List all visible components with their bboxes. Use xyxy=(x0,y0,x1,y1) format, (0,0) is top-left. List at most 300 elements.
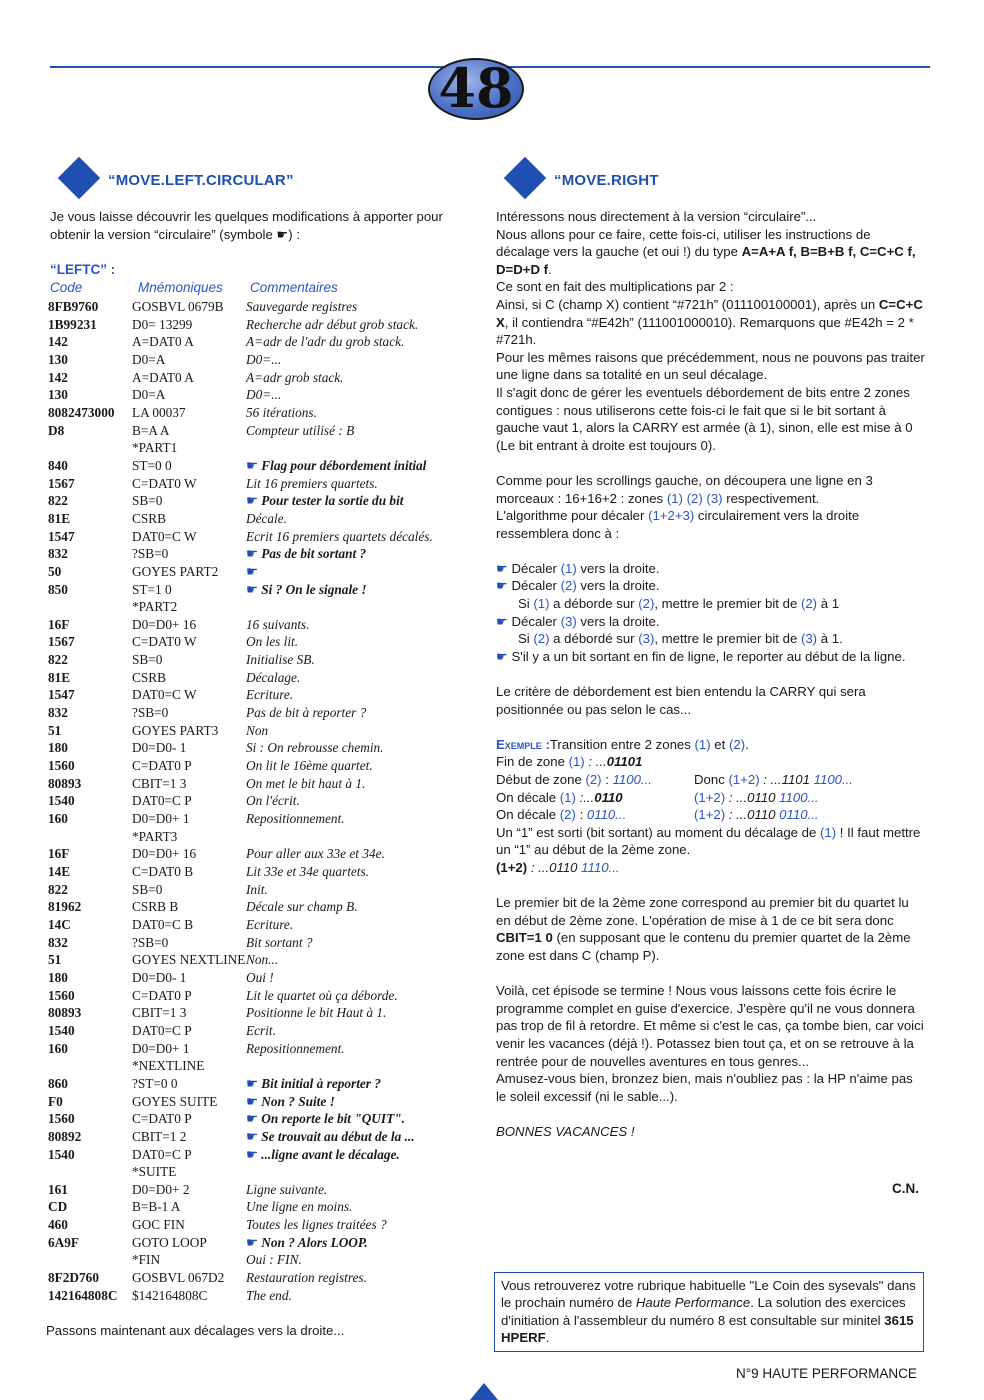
comment-cell xyxy=(246,757,433,775)
mnemonic-cell: CBIT=1 3 xyxy=(132,775,187,791)
mnemonic-cell: LA 00037 xyxy=(132,404,186,420)
diamond-bullet-icon xyxy=(504,157,546,199)
mnemonic-cell: GOSBVL 0679B xyxy=(132,299,224,314)
code-row xyxy=(48,369,433,387)
comment-cell xyxy=(246,369,433,387)
code-row xyxy=(48,422,433,440)
code-row xyxy=(48,951,433,969)
comment-cell xyxy=(246,1128,433,1146)
comment-cell xyxy=(246,333,433,351)
closing-line: BONNES VACANCES ! xyxy=(496,1123,635,1139)
code-row xyxy=(48,581,433,599)
algo-step-6: ☛ S'il y a un bit sortant en fin de ligne, le reporter au début de la ligne. xyxy=(496,648,906,664)
code-cell: 1540 xyxy=(48,1146,75,1162)
mnemonic-cell: ?SB=0 xyxy=(132,934,169,950)
code-row xyxy=(48,563,433,581)
code-cell: 81962 xyxy=(48,899,82,915)
comment-text: Init. xyxy=(246,881,268,897)
comment-cell xyxy=(246,422,433,440)
para-13: Voilà, cet épisode se termine ! Nous vous laissons cette fois écrire le programme complet en guise d'exercice. J'espère qu'il ne vous donnera pas trop de fil à retordre. Et même si c'est le cas, ça tombe bien, car voici venir les vacances (déjà !). Potassez bien tout ça, et on se retrouve à la rentrée pour de nouvelles aventures en tous genres... xyxy=(496,983,924,1069)
comment-text: Oui ! xyxy=(246,969,274,985)
comment-cell xyxy=(246,457,433,475)
comment-text: ...ligne avant le décalage. xyxy=(261,1146,400,1162)
comment-text: On reporte le bit "QUIT". xyxy=(261,1111,405,1127)
comment-cell xyxy=(246,916,433,934)
code-cell: D8 xyxy=(48,422,65,438)
comment-cell xyxy=(246,969,433,987)
code-cell: 51 xyxy=(48,952,62,968)
comment-text: Lit 33e et 34e quartets. xyxy=(246,864,369,879)
code-cell: 1547 xyxy=(48,528,75,544)
signature: C.N. xyxy=(892,1181,919,1196)
code-row xyxy=(48,1057,433,1075)
code-cell: 50 xyxy=(48,563,62,579)
comment-text: On les lit. xyxy=(246,634,299,650)
algo-step-1: ☛ Décaler (1) vers la droite. xyxy=(496,560,660,576)
right-section-title: “MOVE.RIGHT xyxy=(554,172,659,189)
code-table xyxy=(48,298,433,1304)
code-cell: 8082473000 xyxy=(48,404,115,420)
pointing-hand-icon: ☛ xyxy=(246,457,262,473)
code-row xyxy=(48,598,433,616)
mnemonic-cell: *FIN xyxy=(132,1252,161,1268)
code-cell: 822 xyxy=(48,493,68,509)
code-cell: 822 xyxy=(48,881,68,897)
code-row xyxy=(48,739,433,757)
comment-text: Décale. xyxy=(246,510,287,526)
comment-cell xyxy=(246,563,433,581)
code-row xyxy=(48,704,433,722)
code-row xyxy=(48,1110,433,1128)
comment-cell xyxy=(246,1216,433,1234)
code-row xyxy=(48,669,433,687)
mnemonic-cell: D0=D0+ 16 xyxy=(132,846,197,862)
pointing-hand-icon: ☛ xyxy=(496,613,508,629)
code-cell: 80893 xyxy=(48,775,82,791)
code-row xyxy=(48,404,433,422)
comment-cell xyxy=(246,775,433,793)
code-cell xyxy=(48,1163,132,1181)
code-row xyxy=(48,333,433,351)
code-row xyxy=(48,1040,433,1058)
example-line-1: Fin de zone (1) : ...01101 xyxy=(496,754,643,770)
col-header-mnemo: Mnémoniques xyxy=(138,280,223,295)
code-cell: 460 xyxy=(48,1217,68,1233)
comment-cell xyxy=(246,686,433,704)
comment-text: Non ? Suite ! xyxy=(261,1093,335,1109)
code-row xyxy=(48,1075,433,1093)
code-cell: 822 xyxy=(48,652,68,668)
comment-cell xyxy=(246,633,433,651)
example-heading: Exemple :Transition entre 2 zones (1) et (2). xyxy=(496,736,749,752)
comment-cell xyxy=(246,739,433,757)
comment-text: Bit initial à reporter ? xyxy=(261,1075,381,1091)
pointing-hand-icon: ☛ xyxy=(246,546,262,562)
comment-cell xyxy=(246,386,433,404)
code-cell: 161 xyxy=(48,1181,68,1197)
mnemonic-cell: D0=A xyxy=(132,387,166,403)
example-line-2: Début de zone (2) : 1100... Donc (1+2) : ...1101 1100... xyxy=(496,772,853,787)
comment-text: Compteur utilisé : B xyxy=(246,422,355,438)
mnemonic-cell: D0= 13299 xyxy=(132,316,193,332)
comment-cell xyxy=(246,404,433,422)
pointing-hand-icon: ☛ xyxy=(246,581,262,597)
code-row xyxy=(48,934,433,952)
comment-cell xyxy=(246,881,433,899)
code-cell: 180 xyxy=(48,740,68,756)
mnemonic-cell: SB=0 xyxy=(132,881,163,897)
left-section-title: “MOVE.LEFT.CIRCULAR” xyxy=(108,172,294,189)
code-cell: 142 xyxy=(48,334,68,350)
code-cell: 16F xyxy=(48,616,70,632)
mnemonic-cell: C=DAT0 P xyxy=(132,987,192,1003)
code-cell: 160 xyxy=(48,1040,68,1056)
para-9: Le critère de débordement est bien entendu la CARRY qui sera positionnée ou pas selon le cas... xyxy=(496,684,866,717)
mnemonic-cell: D0=D0+ 1 xyxy=(132,811,190,827)
code-row xyxy=(48,757,433,775)
pointing-hand-icon: ☛ xyxy=(246,1234,262,1250)
para-11: (1+2) : ...0110 1110... xyxy=(496,859,620,875)
comment-text: Positionne le bit Haut à 1. xyxy=(246,1005,387,1021)
code-row xyxy=(48,1093,433,1111)
code-row xyxy=(48,722,433,740)
code-row xyxy=(48,898,433,916)
page-number-badge xyxy=(428,58,524,120)
mnemonic-cell: C=DAT0 B xyxy=(132,864,194,879)
code-row xyxy=(48,439,433,457)
mnemonic-cell: CBIT=1 2 xyxy=(132,1128,187,1144)
para-3: Ce sont en fait des multiplications par 2 : xyxy=(496,279,734,295)
code-row xyxy=(48,881,433,899)
mnemonic-cell: B=B-1 A xyxy=(132,1199,181,1215)
comment-cell xyxy=(246,1057,433,1075)
comment-text: Non ? Alors LOOP. xyxy=(261,1234,368,1250)
comment-cell xyxy=(246,1075,433,1093)
comment-text: Ligne suivante. xyxy=(246,1181,328,1197)
mnemonic-cell: CBIT=1 3 xyxy=(132,1005,187,1021)
comment-cell xyxy=(246,616,433,634)
mnemonic-cell: C=DAT0 W xyxy=(132,634,197,650)
code-cell: 14E xyxy=(48,864,71,879)
mnemonic-cell: *NEXTLINE xyxy=(132,1058,205,1074)
mnemonic-cell: GOYES PART2 xyxy=(132,563,219,579)
comment-text: Une ligne en moins. xyxy=(246,1199,353,1215)
comment-text: Pour tester la sortie du bit xyxy=(261,493,404,509)
comment-text: 16 suivants. xyxy=(246,616,310,632)
comment-text: Pour aller aux 33e et 34e. xyxy=(246,846,385,862)
comment-cell xyxy=(246,475,433,493)
code-row xyxy=(48,651,433,669)
para-1: Intéressons nous directement à la version “circulaire”... xyxy=(496,209,817,224)
code-cell: 8FB9760 xyxy=(48,299,99,314)
para-10: Un “1” est sorti (bit sortant) au moment du décalage de (1) ! Il faut mettre un “1” au début de la 2ème zone. xyxy=(496,824,921,858)
comment-cell xyxy=(246,1040,433,1058)
mnemonic-cell: DAT0=C W xyxy=(132,687,197,703)
comment-text: Restauration registres. xyxy=(246,1270,367,1286)
pointing-hand-icon: ☛ xyxy=(496,560,508,576)
mnemonic-cell: GOYES PART3 xyxy=(132,722,219,738)
mnemonic-cell: GOYES SUITE xyxy=(132,1093,218,1109)
code-row xyxy=(48,845,433,863)
code-cell xyxy=(48,439,132,457)
comment-text: Si : On rebrousse chemin. xyxy=(246,740,384,756)
mnemonic-cell: GOYES NEXTLINE xyxy=(132,952,246,968)
comment-text: On lit le 16ème quartet. xyxy=(246,758,373,774)
comment-cell xyxy=(246,298,433,316)
mnemonic-cell: A=DAT0 A xyxy=(132,369,194,385)
code-cell: 81E xyxy=(48,510,71,526)
code-cell: 130 xyxy=(48,351,68,367)
para-2: Nous allons pour ce faire, cette fois-ci, utiliser les instructions de décalage vers la gauche (et oui !) du type A=A+A f, B=B+B f, C=C+C f, D=D+D f. xyxy=(496,226,916,277)
triangle-marker-icon xyxy=(470,1383,498,1400)
algo-step-5: Si (2) a débordé sur (3), mettre le premier bit de (3) à 1. xyxy=(518,631,843,647)
comment-text: 56 itérations. xyxy=(246,404,317,420)
comment-cell xyxy=(246,1269,433,1287)
code-row xyxy=(48,1146,433,1164)
comment-cell xyxy=(246,316,433,334)
comment-cell xyxy=(246,987,433,1005)
info-box: Vous retrouverez votre rubrique habituelle "Le Coin des sysevals" dans le prochain numéro de Haute Performance. La solution des exercices d'initiation à l'assembleur du numéro 8 est consultable sur minitel 3615 HPERF. xyxy=(494,1272,924,1352)
code-cell: 180 xyxy=(48,969,68,985)
comment-text: D0=... xyxy=(246,387,282,403)
comment-cell xyxy=(246,722,433,740)
comment-cell xyxy=(246,351,433,369)
code-cell xyxy=(48,598,132,616)
comment-cell xyxy=(246,1146,433,1164)
code-row xyxy=(48,686,433,704)
mnemonic-cell: *SUITE xyxy=(132,1164,177,1180)
code-row xyxy=(48,1004,433,1022)
comment-cell xyxy=(246,439,433,457)
code-row xyxy=(48,1181,433,1199)
comment-text: Si ? On le signale ! xyxy=(261,581,367,597)
code-row xyxy=(48,828,433,846)
mnemonic-cell: *PART2 xyxy=(132,599,178,615)
code-row xyxy=(48,492,433,510)
code-cell: 860 xyxy=(48,1075,68,1091)
mnemonic-cell: DAT0=C B xyxy=(132,916,194,932)
comment-cell xyxy=(246,1093,433,1111)
comment-cell xyxy=(246,810,433,828)
col-header-code: Code xyxy=(50,280,83,295)
code-row xyxy=(48,1251,433,1269)
code-row xyxy=(48,916,433,934)
algo-step-4: ☛ Décaler (3) vers la droite. xyxy=(496,613,660,629)
diamond-bullet-icon xyxy=(58,157,100,199)
page-footer: N°9 HAUTE PERFORMANCE xyxy=(736,1366,917,1381)
comment-text: Décalage. xyxy=(246,669,301,685)
comment-cell xyxy=(246,934,433,952)
code-row xyxy=(48,475,433,493)
code-cell: 160 xyxy=(48,811,68,827)
para-4: Ainsi, si C (champ X) contient “#721h” (011100100001), après un C=C+C X, il contiendra “#E42h” (111001000010). Remarquons que #E42h = 2 * #721h. xyxy=(496,296,923,348)
mnemonic-cell: D0=D0+ 16 xyxy=(132,616,197,632)
code-cell xyxy=(48,1251,132,1269)
mnemonic-cell: GOSBVL 067D2 xyxy=(132,1270,225,1286)
comment-text: Flag pour débordement initial xyxy=(261,457,427,473)
code-cell: 51 xyxy=(48,722,62,738)
code-cell: 1540 xyxy=(48,793,75,809)
comment-text: Pas de bit à reporter ? xyxy=(246,705,367,721)
code-row xyxy=(48,1234,433,1252)
code-cell: 832 xyxy=(48,546,68,562)
comment-text: On met le bit haut à 1. xyxy=(246,775,366,791)
mnemonic-cell: DAT0=C P xyxy=(132,1022,192,1038)
mnemonic-cell: A=DAT0 A xyxy=(132,334,194,350)
mnemonic-cell: GOTO LOOP xyxy=(132,1234,207,1250)
code-row xyxy=(48,298,433,316)
mnemonic-cell: CSRB xyxy=(132,510,167,526)
code-cell: CD xyxy=(48,1199,68,1215)
example-line-4: On décale (2) : 0110... (1+2) : ...0110 0110... xyxy=(496,807,819,823)
comment-text: On l'écrit. xyxy=(246,793,300,809)
code-cell: 1567 xyxy=(48,634,75,650)
code-cell: 14C xyxy=(48,916,71,932)
code-label: “LEFTC” : xyxy=(50,262,116,277)
code-cell: 1540 xyxy=(48,1022,75,1038)
code-row xyxy=(48,386,433,404)
code-row xyxy=(48,545,433,563)
comment-text: The end. xyxy=(246,1287,292,1303)
comment-cell xyxy=(246,669,433,687)
code-cell xyxy=(48,1057,132,1075)
pointing-hand-icon: ☛ xyxy=(246,563,258,579)
mnemonic-cell: ?SB=0 xyxy=(132,705,169,721)
code-row xyxy=(48,792,433,810)
pointing-hand-icon: ☛ xyxy=(246,1128,262,1144)
mnemonic-cell: GOC FIN xyxy=(132,1217,185,1233)
comment-text: Non xyxy=(246,722,269,738)
comment-cell xyxy=(246,581,433,599)
pointing-hand-icon: ☛ xyxy=(246,1111,262,1127)
code-cell: 1B99231 xyxy=(48,316,97,332)
para-12: Le premier bit de la 2ème zone correspond au premier bit du quartet lu en début de 2ème zone. L'opération de mise à 1 de ce bit sera donc CBIT=1 0 (en supposant que le contenu du premier quartet de la 2ème zone est dans C (champ P). xyxy=(496,895,911,963)
code-cell: 6A9F xyxy=(48,1234,80,1250)
comment-cell xyxy=(246,492,433,510)
comment-cell xyxy=(246,898,433,916)
code-cell: 142164808C xyxy=(48,1287,118,1303)
code-row xyxy=(48,810,433,828)
code-row xyxy=(48,1287,433,1305)
comment-text: Décale sur champ B. xyxy=(246,899,358,915)
comment-cell xyxy=(246,1181,433,1199)
comment-text: Repositionnement. xyxy=(246,811,345,827)
example-line-3: On décale (1) :...0110 (1+2) : ...0110 1100... xyxy=(496,789,819,805)
code-row xyxy=(48,1022,433,1040)
code-cell: F0 xyxy=(48,1093,63,1109)
code-row xyxy=(48,775,433,793)
comment-cell xyxy=(246,1004,433,1022)
comment-text: Non... xyxy=(246,952,279,968)
code-cell: 80893 xyxy=(48,1005,82,1021)
comment-cell xyxy=(246,545,433,563)
mnemonic-cell: SB=0 xyxy=(132,493,163,509)
comment-cell xyxy=(246,951,433,969)
code-row xyxy=(48,1163,433,1181)
code-cell: 832 xyxy=(48,705,68,721)
comment-cell xyxy=(246,1110,433,1128)
algo-step-2: ☛ Décaler (2) vers la droite. xyxy=(496,578,660,594)
comment-text: Ecrit. xyxy=(246,1022,276,1038)
code-cell: 16F xyxy=(48,846,70,862)
code-cell: 142 xyxy=(48,369,68,385)
mnemonic-cell: *PART1 xyxy=(132,440,178,456)
code-row xyxy=(48,863,433,881)
code-cell: 130 xyxy=(48,387,68,403)
algo-step-3: Si (1) a déborde sur (2), mettre le premier bit de (2) à 1 xyxy=(518,596,840,612)
comment-cell xyxy=(246,1234,433,1252)
mnemonic-cell: C=DAT0 P xyxy=(132,758,192,774)
comment-text: Se trouvait au début de la ... xyxy=(261,1128,415,1144)
code-row xyxy=(48,351,433,369)
mnemonic-cell: DAT0=C P xyxy=(132,1146,192,1162)
comment-text: Toutes les lignes traitées ? xyxy=(246,1217,387,1233)
code-cell: 81E xyxy=(48,669,71,685)
pointing-hand-icon: ☛ xyxy=(246,1093,262,1109)
comment-text: Sauvegarde registres xyxy=(246,299,358,314)
code-row xyxy=(48,616,433,634)
comment-text: Recherche adr début grob stack. xyxy=(246,316,419,332)
comment-cell xyxy=(246,651,433,669)
mnemonic-cell: ?ST=0 0 xyxy=(132,1075,178,1091)
code-row xyxy=(48,457,433,475)
comment-cell xyxy=(246,1163,433,1181)
comment-cell xyxy=(246,845,433,863)
comment-text: Initialise SB. xyxy=(246,652,315,668)
pointing-hand-icon: ☛ xyxy=(246,1146,262,1162)
code-cell: 850 xyxy=(48,581,68,597)
left-intro: Je vous laisse découvrir les quelques modifications à apporter pour obtenir la version “circulaire” (symbole ☛) : xyxy=(50,209,443,242)
comment-cell xyxy=(246,1022,433,1040)
comment-text: Ecriture. xyxy=(246,916,294,932)
comment-cell xyxy=(246,792,433,810)
code-row xyxy=(48,969,433,987)
mnemonic-cell: D0=A xyxy=(132,351,166,367)
comment-cell xyxy=(246,828,433,846)
comment-cell xyxy=(246,1198,433,1216)
mnemonic-cell: ?SB=0 xyxy=(132,546,169,562)
comment-text: Pas de bit sortant ? xyxy=(261,546,367,562)
pointing-hand-icon: ☛ xyxy=(496,578,508,594)
code-cell: 8F2D760 xyxy=(48,1270,99,1286)
code-row xyxy=(48,633,433,651)
comment-text: Ecriture. xyxy=(246,687,294,703)
comment-text: Ecrit 16 premiers quartets décalés. xyxy=(246,528,433,544)
para-14: Amusez-vous bien, bronzez bien, mais n'oubliez pas : la HP n'aime pas le soleil excessif (ni le sable...). xyxy=(496,1071,913,1104)
mnemonic-cell: ST=0 0 xyxy=(132,457,172,473)
para-8: L'algorithme pour décaler (1+2+3) circulairement vers la droite ressemblera donc à : xyxy=(496,508,860,541)
mnemonic-cell: DAT0=C W xyxy=(132,528,197,544)
code-row xyxy=(48,987,433,1005)
right-body xyxy=(496,208,926,1140)
mnemonic-cell: D0=D0+ 1 xyxy=(132,1040,190,1056)
comment-cell xyxy=(246,1287,433,1305)
comment-text: A=adr de l'adr du grob stack. xyxy=(246,334,405,350)
code-row xyxy=(48,1128,433,1146)
code-row xyxy=(48,316,433,334)
code-cell: 840 xyxy=(48,457,68,473)
para-6: Il s'agit donc de gérer les eventuels débordement de bits entre 2 zones contigues : nous utiliserons cette fois-ci le fait que si le bit sortant à gauche vaut 1, alors la CARRY est armée (à 1), sinon, elle est mise à 0 (Le bit entrant à droite est toujours 0). xyxy=(496,384,913,453)
para-5: Pour les mêmes raisons que précédemment, nous ne pouvons pas traiter une ligne dans sa totalité en un seul décalage. xyxy=(496,349,925,383)
code-row xyxy=(48,1216,433,1234)
code-row xyxy=(48,528,433,546)
mnemonic-cell: B=A A xyxy=(132,422,170,438)
comment-cell xyxy=(246,1251,433,1269)
left-outro: Passons maintenant aux décalages vers la droite... xyxy=(46,1323,345,1338)
comment-text: Bit sortant ? xyxy=(246,934,313,950)
mnemonic-cell: $142164808C xyxy=(132,1287,208,1303)
comment-text: A=adr grob stack. xyxy=(246,369,344,385)
